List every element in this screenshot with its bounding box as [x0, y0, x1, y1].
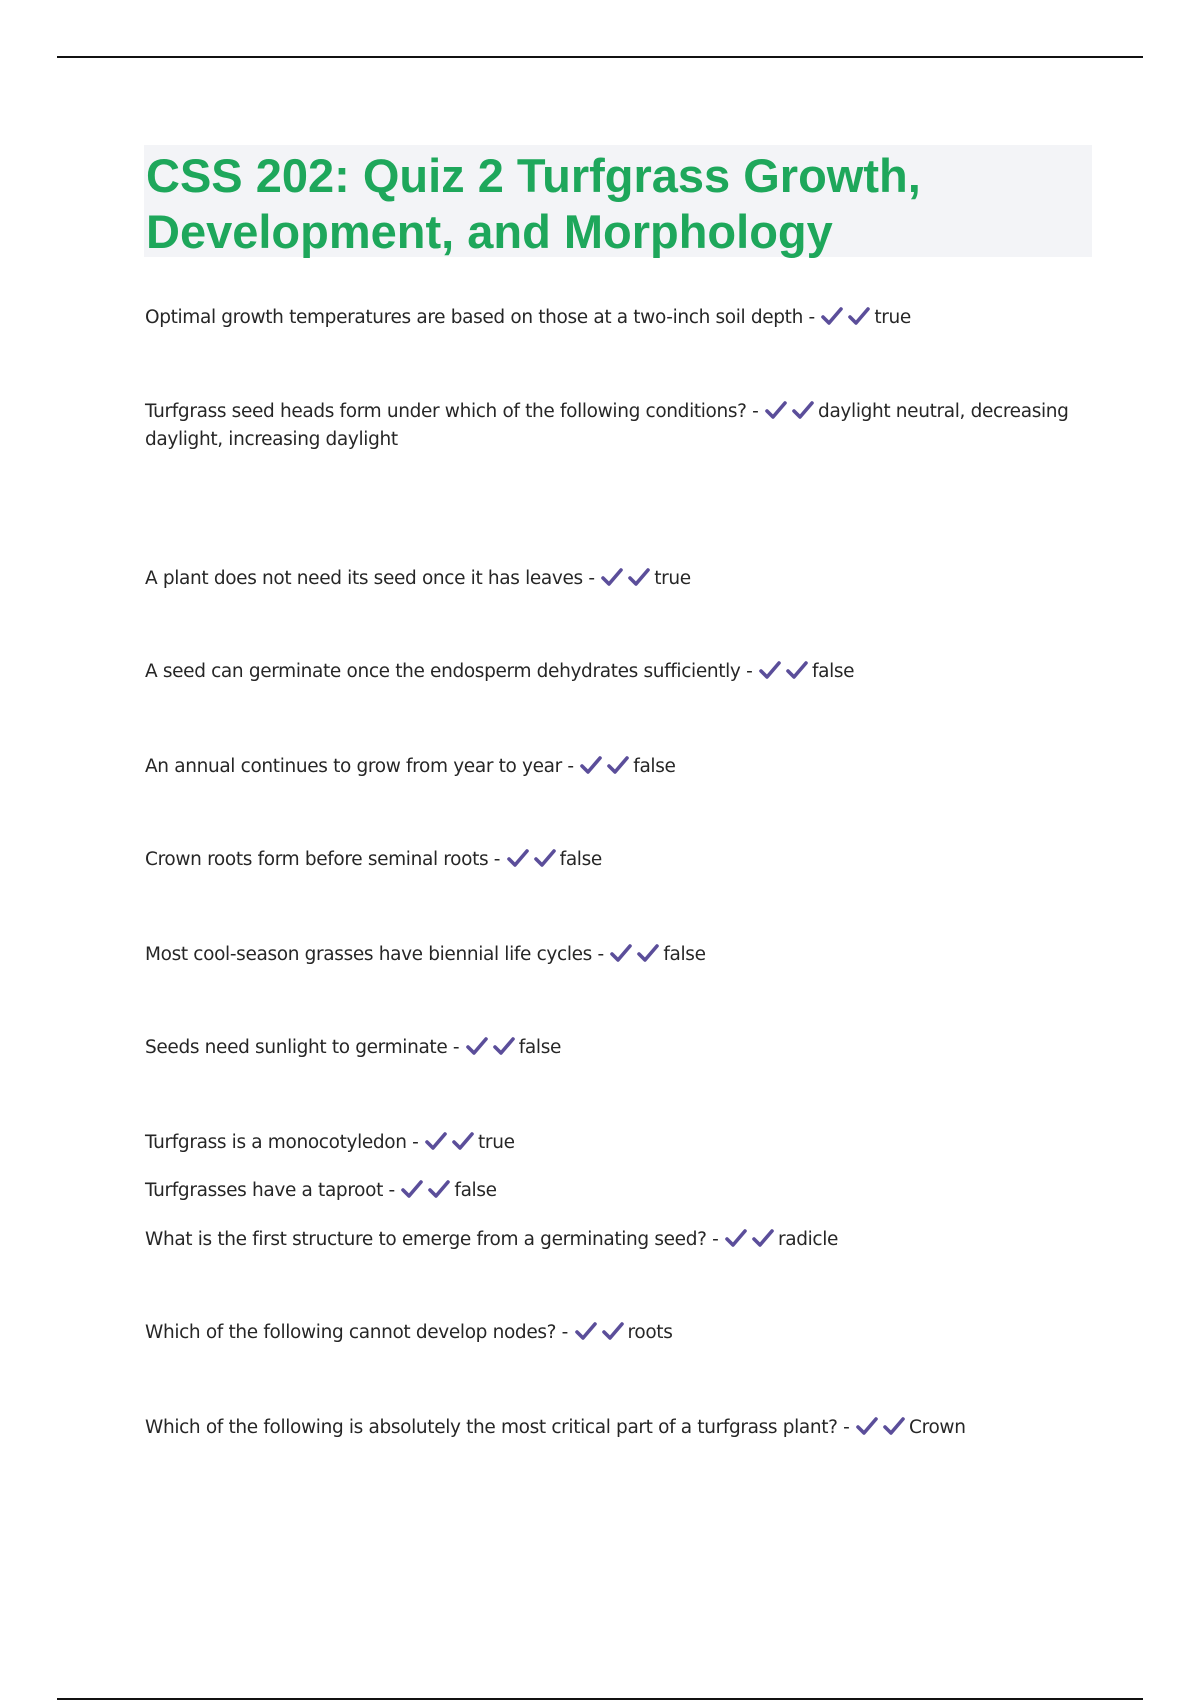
separator: - — [447, 1037, 465, 1058]
check-icon — [785, 660, 809, 680]
check-icon — [791, 400, 815, 420]
double-check-icon — [820, 307, 874, 328]
question-text: A plant does not need its seed once it has leaves — [145, 568, 583, 589]
top-rule — [57, 56, 1143, 58]
double-check-icon — [764, 401, 818, 422]
check-icon — [492, 1036, 516, 1056]
title-line-1: CSS 202: Quiz 2 Turfgrass Growth, — [146, 149, 921, 202]
question-text: Turfgrass is a monocotyledon — [145, 1132, 407, 1153]
check-icon — [724, 1228, 748, 1248]
question-text: Crown roots form before seminal roots — [145, 849, 489, 870]
answer-text: daylight neutral, decreasing daylight, increasing daylight — [145, 401, 1069, 450]
question-text: Seeds need sunlight to germinate — [145, 1037, 448, 1058]
qa-item — [145, 1226, 1090, 1254]
double-check-icon — [609, 944, 663, 965]
double-check-icon — [465, 1037, 519, 1058]
check-icon — [579, 755, 603, 775]
qa-item — [145, 1129, 1090, 1157]
check-icon — [627, 567, 651, 587]
check-icon — [574, 1321, 598, 1341]
double-check-icon — [724, 1229, 778, 1250]
answer-text: false — [633, 756, 676, 777]
answer-text: true — [874, 307, 911, 328]
double-check-icon — [574, 1322, 628, 1343]
check-icon — [427, 1179, 451, 1199]
separator: - — [740, 661, 758, 682]
answer-text: false — [518, 1037, 562, 1058]
check-icon — [424, 1131, 448, 1151]
check-icon — [606, 755, 630, 775]
question-text: An annual continues to grow from year to year — [145, 756, 562, 777]
answer-text: Crown — [909, 1417, 966, 1438]
separator: - — [746, 401, 765, 422]
qa-item — [145, 941, 1090, 969]
check-icon — [820, 306, 844, 326]
separator: - — [488, 849, 506, 870]
qa-item — [145, 398, 1090, 454]
qa-item — [145, 304, 1090, 332]
qa-item — [145, 658, 1090, 686]
qa-item — [145, 1034, 1090, 1062]
separator: - — [383, 1180, 401, 1201]
separator: - — [591, 944, 610, 965]
check-icon — [609, 943, 633, 963]
question-text: A seed can germinate once the endosperm dehydrates sufficiently — [145, 661, 741, 682]
double-check-icon — [855, 1417, 909, 1438]
answer-text: true — [654, 568, 691, 589]
qa-item — [145, 1319, 1090, 1347]
check-icon — [601, 1321, 625, 1341]
qa-item — [145, 565, 1090, 593]
question-text: Which of the following is absolutely the most critical part of a turfgrass plant? — [145, 1417, 838, 1438]
double-check-icon — [506, 849, 560, 870]
check-icon — [855, 1416, 879, 1436]
double-check-icon — [400, 1180, 454, 1201]
double-check-icon — [424, 1132, 478, 1153]
question-text: What is the first structure to emerge from a germinating seed? — [145, 1229, 707, 1250]
qa-item — [145, 1414, 1090, 1442]
answer-text: false — [663, 944, 706, 965]
answer-text: true — [478, 1132, 515, 1153]
question-text: Turfgrass seed heads form under which of the following conditions? — [145, 401, 747, 422]
check-icon — [847, 306, 871, 326]
check-icon — [636, 943, 660, 963]
double-check-icon — [579, 756, 633, 777]
check-icon — [506, 848, 530, 868]
title-block — [144, 145, 1092, 257]
title-line-2: Development, and Morphology — [146, 205, 833, 258]
answer-text: false — [559, 849, 602, 870]
separator: - — [582, 568, 601, 589]
answer-text: false — [454, 1180, 497, 1201]
check-icon — [465, 1036, 489, 1056]
answer-text: radicle — [777, 1229, 839, 1250]
double-check-icon — [600, 568, 654, 589]
separator: - — [837, 1417, 856, 1438]
check-icon — [758, 660, 782, 680]
document-title — [146, 148, 1090, 260]
separator: - — [556, 1322, 574, 1343]
separator: - — [802, 307, 821, 328]
qa-item — [145, 846, 1090, 874]
qa-item — [145, 1177, 1090, 1205]
qa-item — [145, 753, 1090, 781]
question-text: Most cool-season grasses have biennial life cycles — [145, 944, 592, 965]
question-text: Turfgrasses have a taproot — [145, 1180, 384, 1201]
answer-text: false — [811, 661, 855, 682]
answer-text: roots — [627, 1322, 673, 1343]
check-icon — [764, 400, 788, 420]
double-check-icon — [758, 661, 812, 682]
check-icon — [400, 1179, 424, 1199]
check-icon — [533, 848, 557, 868]
check-icon — [451, 1131, 475, 1151]
separator: - — [406, 1132, 425, 1153]
separator: - — [561, 756, 580, 777]
check-icon — [751, 1228, 775, 1248]
check-icon — [882, 1416, 906, 1436]
question-text: Optimal growth temperatures are based on those at a two-inch soil depth — [145, 307, 803, 328]
separator: - — [706, 1229, 724, 1250]
check-icon — [600, 567, 624, 587]
question-text: Which of the following cannot develop nodes? — [145, 1322, 557, 1343]
